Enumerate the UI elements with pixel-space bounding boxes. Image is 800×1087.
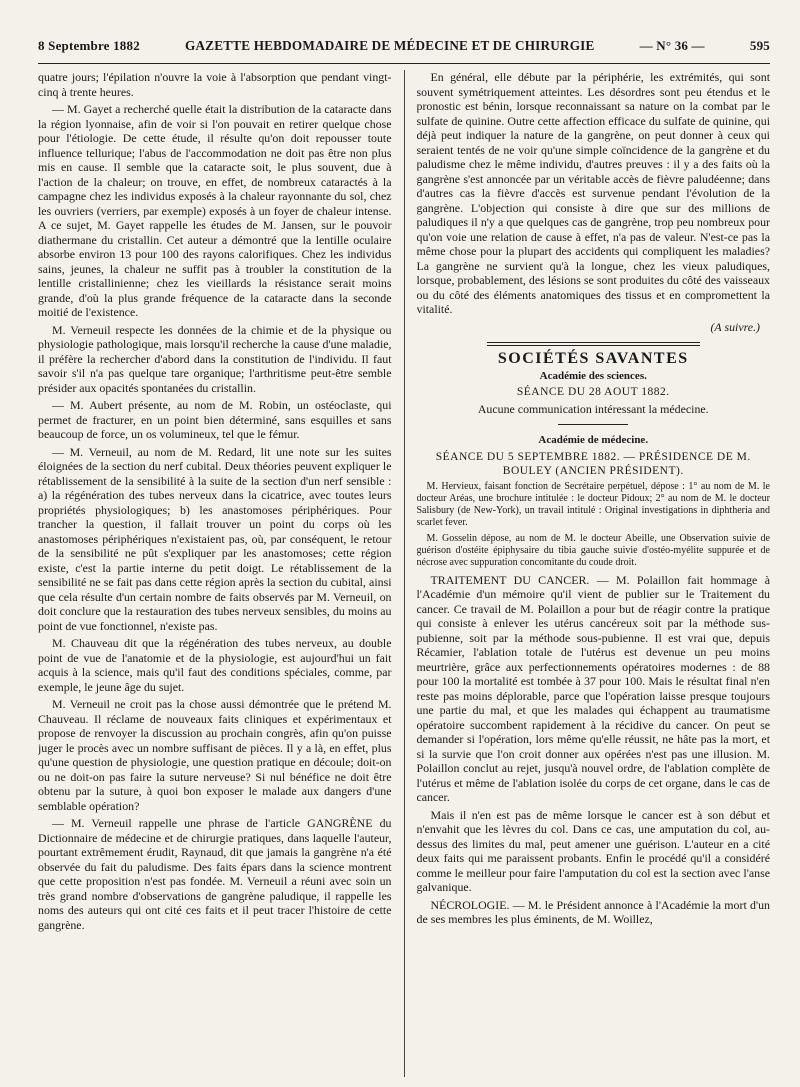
- paragraph: quatre jours; l'épilation n'ouvre la voie à l'absorption que pendant vingt-cinq à trente heures.: [38, 70, 392, 99]
- paragraph: Mais il n'en est pas de même lorsque le cancer est à son début et n'envahit que les lèvres du col. Dans ce cas, une amputation du col, au-dessus des limites du mal, peut amener une guérison. L'auteur en a cité deux faits qui me paraissent probants. Enfin le procédé qu'il a considéré comme le meilleur pour faire l'amputation du col est la section avec l'anse galvanique.: [416, 807, 770, 895]
- section-title: SOCIÉTÉS SAVANTES: [497, 350, 689, 367]
- page-header: [38, 38, 770, 64]
- section-rule: [487, 342, 701, 346]
- right-column: [417, 70, 771, 1077]
- paragraph: TRAITEMENT DU CANCER. — M. Polaillon fait hommage à l'Académie d'un mémoire qu'il vient de publier sur le Traitement du cancer. Ce travail de M. Polaillon a pour but de réagir contre la pratique qui consiste à enlever les utérus cancéreux soit par la méthode sus-pubienne, soit par la méthode sous-pubienne. Il est vrai que, depuis Récamier, l'ablation totale de l'utérus est devenue un peu moins meurtrière, grâce aux perfectionnements opératoires modernes : de 88 pour 100 la mortalité est tombée à 37 pour 100. Mais le résultat final n'en reste pas moins déplorable, parce que l'opération laisse presque toujours une partie du mal, et que les malades qui échappent au traumatisme opératoire succombent rapidement à la récidive du cancer. On peut se demander si l'opération, lors même qu'elle réussit, ne hâte pas la mort, et si la survie que l'on croit donner aux opérées n'est pas une illusion. M. Polaillon conclut au rejet, jusqu'à nouvel ordre, de l'ablation complète de l'utérus et même de l'ablation isolée du corps de cet organe, dans le cas de cancer.: [416, 572, 770, 805]
- paragraph: — M. Verneuil, au nom de M. Redard, lit une note sur les suites éloignées de la section du nerf cubital. Deux théories peuvent expliquer le rétablissement de la sensibilité à la suite de la section d'un nerf sensible : a) la régénération des tubes nerveux dans la cicatrice, avec toutes leurs propriétés physiologiques; b) les anastomoses périphériques. Pour trancher la question, il fallait trouver un point du corps où les anastomoses périphériques n'existaient pas, où, par conséquent, le retour de la sensibilité ne pût s'expliquer par les anastomoses; cette région existe, c'est la partie interne du petit doigt. Le rétablissement de la sensibilité ne se fait pas dans cette région après la section du cubital, ainsi que cela résulte d'un certain nombre de faits observés par M. Verneuil, on doit conclure que la restauration des tubes nerveux sensibles, du moins au point de vue fonctionnel, n'existe pas.: [38, 444, 392, 633]
- deposits-block: [417, 481, 771, 570]
- continued-note: (A suivre.): [710, 319, 760, 334]
- session-note: Aucune communication intéressant la médecine.: [477, 401, 709, 416]
- issue-number: — N° 36 —: [639, 38, 705, 53]
- header-date: 8 Septembre 1882: [38, 38, 140, 53]
- paragraph: M. Verneuil respecte les données de la chimie et de la physique ou physiologie pathologique, mais lorsqu'il recherche la cause d'une maladie, il préfère la rechercher d'abord dans la constitution de l'individu. Il faut savoir s'il n'a pas quelque tare organique; l'arthritisme peut-être semble présider aux opacités spontanées du cristallin.: [38, 322, 392, 395]
- journal-title: GAZETTE HEBDOMADAIRE DE MÉDECINE ET DE CHIRURGIE: [185, 38, 595, 53]
- paragraph: NÉCROLOGIE. — M. le Président annonce à l'Académie la mort d'un de ses membres les plus éminents, de M. Woillez,: [416, 897, 770, 927]
- session-heading: SÉANCE DU 28 AOUT 1882.: [516, 386, 670, 398]
- paragraph: En général, elle débute par la périphérie, les extrémités, qui sont souvent symétriquement atteintes. Les désordres sont peu étendus et le pronostic est bénin, lorsque reconnaissant sa nature on la combat par le sulfate de quinine. Outre cette affection efficace du sulfate de quinine, qui déjà peut indiquer la nature de la gangrène, on peut donner à ceux qui seraient tentés de ne voir qu'une simple coïncidence de la gangrène et du paludisme chez le même individu, d'autres preuves : il y a des faits où la gangrène s'est annoncée par un véritable accès de fièvre paludéenne; dans d'autres cas la fièvre d'accès est survenue pendant l'évolution de la gangrène. L'objection qui consiste à dire que sur des millions de paludiques il n'y a que quelques cas de gangrène, trop peu nombreux pour qu'on voie une relation de cause à effet, n'a pas de valeur. N'est-ce pas la même chose pour la plupart des accidents qui compliquent les maladies? La gangrène ne survient qu'à la longue, chez les vieux paludiques, lorsque, probablement, des lésions se sont produites du côté des vaisseaux ou du côté des éléments anatomiques des tissus et en compromettent la vitalité.: [416, 70, 770, 316]
- paragraph: — M. Aubert présente, au nom de M. Robin, un ostéoclaste, qui permet de fracturer, en un point bien déterminé, sans esquilles et sans beaucoup de force, un os volumineux, tel que le fémur.: [38, 398, 392, 441]
- column-divider: [404, 70, 405, 1077]
- short-rule: [558, 424, 628, 425]
- paragraph: M. Chauveau dit que la régénération des tubes nerveux, au double point de vue de l'anatomie et de la physiologie, est aujourd'hui un fait acquis à la science, mais qu'il faut des conditions spéciales, comme, par exemple, le jeune âge du sujet.: [38, 636, 392, 694]
- paragraph: M. Verneuil ne croit pas la chose aussi démontrée que le prétend M. Chauveau. Il réclame de nouveaux faits cliniques et expérimentaux et propose de renvoyer la discussion au prochain congrès, afin qu'on puisse juger le procès avec un nombre suffisant de pièces. Il y a là, en effet, plus qu'une question de physiologie, une question pratique en découle; doit-on ou ne doit-on pas faire la suture nerveuse? Si nul bénéfice ne doit être obtenu par la suture, à quoi bon exposer le malade aux dangers d'une semblable opération?: [38, 697, 392, 813]
- academy-heading: Académie de médecine.: [538, 434, 649, 446]
- left-column: [38, 70, 392, 1077]
- small-paragraph: M. Gosselin dépose, au nom de M. le docteur Abeille, une Observation suivie de guérison d'ostéite épiphysaire du tibia gauche suivie d'ostéo-myélite suppurée et de nécrose avec suppuration concomitante du coude droit.: [416, 532, 770, 569]
- paragraph: — M. Verneuil rappelle une phrase de l'article GANGRÈNE du Dictionnaire de médecine et de chirurgie pratiques, dans laquelle l'auteur, pourtant extrêmement érudit, Raynaud, dit que jamais la gangrène n'a été observée du fait du paludisme. Des faits épars dans la science montrent que cette proposition n'est pas fondée. M. Verneuil a réuni avec soin un très grand nombre d'observations de gangrène paludique, il rappelle les noms des auteurs qui ont cité ces faits et il peut tracer l'histoire de cette gangrène.: [38, 816, 392, 932]
- session-heading: SÉANCE DU 5 SEPTEMBRE 1882. — PRÉSIDENCE DE M. BOULEY (ANCIEN PRÉSIDENT).: [435, 450, 751, 477]
- academy-heading: Académie des sciences.: [539, 369, 647, 382]
- paragraph: — M. Gayet a recherché quelle était la distribution de la cataracte dans la région lyonnaise, afin de voir si l'on pouvait en retirer quelque chose pour l'étiologie. De cette étude, il résulte qu'on doit repousser toute influence tellurique; l'abus de l'accommodation ne doit pas être non plus mis en cause. Il semble que la cataracte soit, le plus souvent, due à l'action de la chaleur; on trouve, en effet, de nombreux cataractés à la campagne chez les individus exposés à la chaleur rayonnante du sol, chez les ouvriers (verriers, par exemple) exposés à un foyer de chaleur intense. A ce sujet, M. Gayet rappelle les études de M. Jansen, sur le pouvoir diathermane du cristallin. Cet auteur a démontré que la lentille oculaire absorbe environ 13 pour 100 des rayons calorifiques. Chez les individus sains, jeunes, la chaleur ne suffit pas à troubler la constitution de la lentille cristallinienne; chez les vieillards la résistance serait moins grande, d'où la plus grande fréquence de la cataracte dans la seconde moitié de l'existence.: [38, 102, 392, 319]
- article-columns: [38, 70, 770, 1077]
- page-number: 595: [749, 38, 770, 53]
- small-paragraph: M. Hervieux, faisant fonction de Secrétaire perpétuel, dépose : 1° au nom de M. le docteur Aréas, une brochure intitulée : le docteur Pidoux; 2° au nom de M. le docteur Salisbury (de New-York), un travail intitulé : Original investigations in diphtheria and scarlet fever.: [416, 480, 770, 529]
